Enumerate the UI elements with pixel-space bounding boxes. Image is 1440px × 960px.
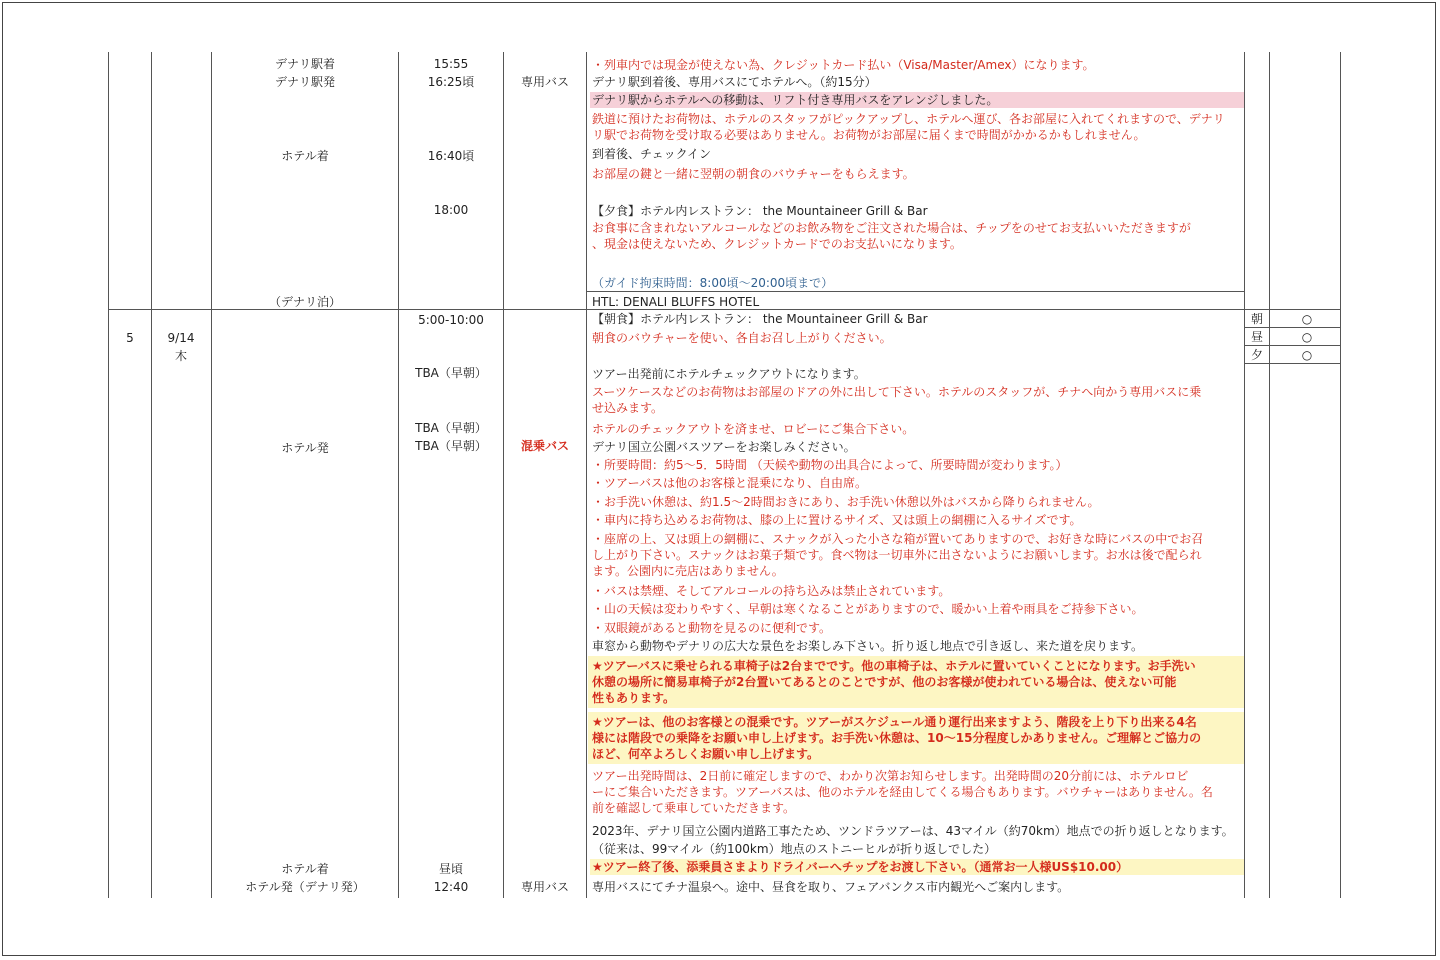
transport-label: 混乗バス [520, 439, 570, 453]
time-text: TBA（早朝） [415, 366, 487, 380]
meal-mark-lunch: ○ [1301, 330, 1313, 344]
note-line: ・バスは禁煙、そしてアルコールの持ち込みは禁止されています。 [592, 584, 951, 598]
meal-divider [1244, 363, 1340, 364]
note-line: 朝食のバウチャーを使い、各自お召し上がりください。 [592, 331, 892, 345]
location-text: デナリ駅着 [274, 57, 336, 71]
note-line: 前を確認して乗車していただきます。 [592, 801, 796, 815]
note-line: 休憩の場所に簡易車椅子が2台置いてあるとのことですが、他のお客様が使われている場合は、使えない可能 [592, 675, 1177, 689]
note-line: スーツケースなどのお荷物はお部屋のドアの外に出して下さい。ホテルのスタッフが、チナへ向かう専用バスに乗 [592, 385, 1202, 399]
time-text: 12:40 [433, 880, 469, 894]
note-line: お食事に含まれないアルコールなどのお飲み物をご注文された場合は、チップをのせてお支払いいただきますが [592, 221, 1191, 235]
time-text: 5:00-10:00 [418, 313, 484, 327]
hotel-line-divider [586, 291, 1244, 292]
location-text: ホテル着 [281, 862, 329, 876]
time-text: 16:25頃 [427, 75, 475, 89]
time-text: 昼頃 [438, 862, 464, 876]
weekday-text: 木 [174, 349, 188, 363]
grid-line [1269, 52, 1270, 898]
note-line: お部屋の鍵と一緒に翌朝の朝食のバウチャーをもらえます。 [592, 167, 915, 181]
note-line: し上がり下さい。スナックはお菓子類です。食べ物は一切車外に出さないようにお願いします。お水は後で配られ [592, 548, 1202, 562]
transport-label: 専用バス [520, 75, 570, 89]
note-line: 車窓から動物やデナリの広大な景色をお楽しみ下さい。折り返し地点で引き返し、来た道を戻ります。 [592, 639, 1144, 653]
grid-line [398, 52, 399, 898]
grid-line [1244, 52, 1245, 898]
grid-line [586, 52, 587, 898]
note-line: ★ツアーバスに乗せられる車椅子は2台までです。他の車椅子は、ホテルに置いていくことになります。お手洗い [592, 659, 1196, 673]
location-text: ホテル着 [281, 149, 329, 163]
note-line: ・山の天候は変わりやすく、早朝は寒くなることがありますので、暖かい上着や雨具をご持参下さい。 [592, 602, 1144, 616]
note-line: 鉄道に預けたお荷物は、ホテルのスタッフがピックアップし、ホテルへ運び、各お部屋に入れてくれますので、デナリ [592, 112, 1225, 126]
time-text: TBA（早朝） [415, 421, 487, 435]
note-line: 2023年、デナリ国立公園内道路工事たため、ツンドラツアーは、43マイル（約70km）地点での折り返しとなります。 [592, 824, 1234, 838]
note-line: ツアー出発時間は、2日前に確定しますので、わかり次第お知らせします。出発時間の20分前には、ホテルロビ [592, 769, 1189, 783]
tip-note-highlight: ★ツアー終了後、添乗員さまよりドライバーへチップをお渡し下さい。（通常お一人様US$10.00） [590, 859, 1244, 875]
day-number: 5 [126, 331, 134, 345]
note-line-highlight: デナリ駅からホテルへの移動は、リフト付き専用バスをアレンジしました。 [590, 92, 1244, 108]
note-line: ホテルのチェックアウトを済ませ、ロビーにご集合下さい。 [592, 422, 915, 436]
location-text: ホテル発 [281, 441, 329, 455]
note-line: デナリ国立公園バスツアーをお楽しみください。 [592, 440, 856, 454]
note-line: デナリ駅到着後、専用バスにてホテルへ。（約15分） [592, 75, 877, 89]
note-line: （従来は、99マイル（約100km）地点のストニーヒルが折り返しでした） [592, 842, 997, 856]
note-line: ★ツアーは、他のお客様との混乗です。ツアーがスケジュール通り運行出来ますよう、階段を上り下り出来る4名 [592, 715, 1197, 729]
location-text: デナリ駅発 [274, 75, 336, 89]
note-line: ほど、何卒よろしくお願い申し上げます。 [592, 747, 820, 761]
note-line: 、現金は使えないため、クレジットカードでのお支払いになります。 [592, 237, 962, 251]
note-line: ・ツアーバスは他のお客様と混乗になり、自由席。 [592, 476, 868, 490]
guide-hours-text: （ガイド拘束時間：8:00頃～20:00頃まで） [592, 276, 834, 290]
meal-label-lunch: 昼 [1250, 330, 1264, 344]
meal-label-dinner: 夕 [1250, 348, 1264, 362]
note-line: ・座席の上、又は頭上の網棚に、スナックが入った小さな箱が置いてありますので、お好きな時にバスの中でお召 [592, 532, 1204, 546]
meal-mark-dinner: ○ [1301, 348, 1313, 362]
time-text: TBA（早朝） [415, 439, 487, 453]
time-text: 18:00 [433, 203, 469, 217]
time-text: 15:55 [433, 57, 469, 71]
note-line: 【夕食】ホテル内レストラン： the Mountaineer Grill & Bar [592, 204, 928, 218]
note-line: 専用バスにてチナ温泉へ。途中、昼食を取り、フェアバンクス市内観光へご案内します。 [592, 880, 1070, 894]
meal-label-breakfast: 朝 [1250, 312, 1264, 326]
note-line: 到着後、チェックイン [592, 147, 712, 161]
note-line: ます。公園内に売店はありません。 [592, 564, 784, 578]
meal-divider [1244, 327, 1340, 328]
note-line: ・双眼鏡があると動物を見るのに便利です。 [592, 621, 832, 635]
note-line: リ駅でお荷物を受け取る必要はありません。お荷物がお部屋に届くまで時間がかかるかもしれません。 [592, 128, 1146, 142]
table-border-left [108, 52, 109, 898]
note-line: 性もあります。 [592, 691, 676, 705]
table-border-right [1340, 52, 1341, 898]
grid-line [503, 52, 504, 898]
note-line: 【朝食】ホテル内レストラン： the Mountaineer Grill & Bar [592, 312, 928, 326]
location-text: （デナリ泊） [268, 295, 342, 309]
time-text: 16:40頃 [427, 149, 475, 163]
meal-divider [1244, 345, 1340, 346]
note-line: ーにご集合いただきます。ツアーバスは、他のホテルを経由してくる場合もあります。バウチャーはありません。名 [592, 785, 1213, 799]
hotel-name-text: HTL: DENALI BLUFFS HOTEL [592, 295, 760, 309]
note-line: ・列車内では現金が使えない為、クレジットカード払い（Visa/Master/Amex）になります。 [592, 58, 1095, 72]
date-text: 9/14 [167, 331, 195, 345]
grid-line [151, 52, 152, 898]
location-text: ホテル発（デナリ発） [245, 880, 365, 894]
transport-label: 専用バス [520, 880, 570, 894]
note-line: せ込みます。 [592, 401, 664, 415]
note-line: ツアー出発前にホテルチェックアウトになります。 [592, 367, 866, 381]
meal-mark-breakfast: ○ [1301, 312, 1313, 326]
grid-line [211, 52, 212, 898]
note-line: ・お手洗い休憩は、約1.5～2時間おきにあり、お手洗い休憩以外はバスから降りられません。 [592, 495, 1100, 509]
note-line: ・車内に持ち込めるお荷物は、膝の上に置けるサイズ、又は頭上の網棚に入るサイズです。 [592, 513, 1082, 527]
note-line: ・所要時間：約5～5．5時間 （天候や動物の出具合によって、所要時間が変わります。） [592, 458, 1068, 472]
note-line: 様には階段での乗降をお願い申し上げます。お手洗い休憩は、10～15分程度しかありません。ご理解とご協力の [592, 731, 1202, 745]
